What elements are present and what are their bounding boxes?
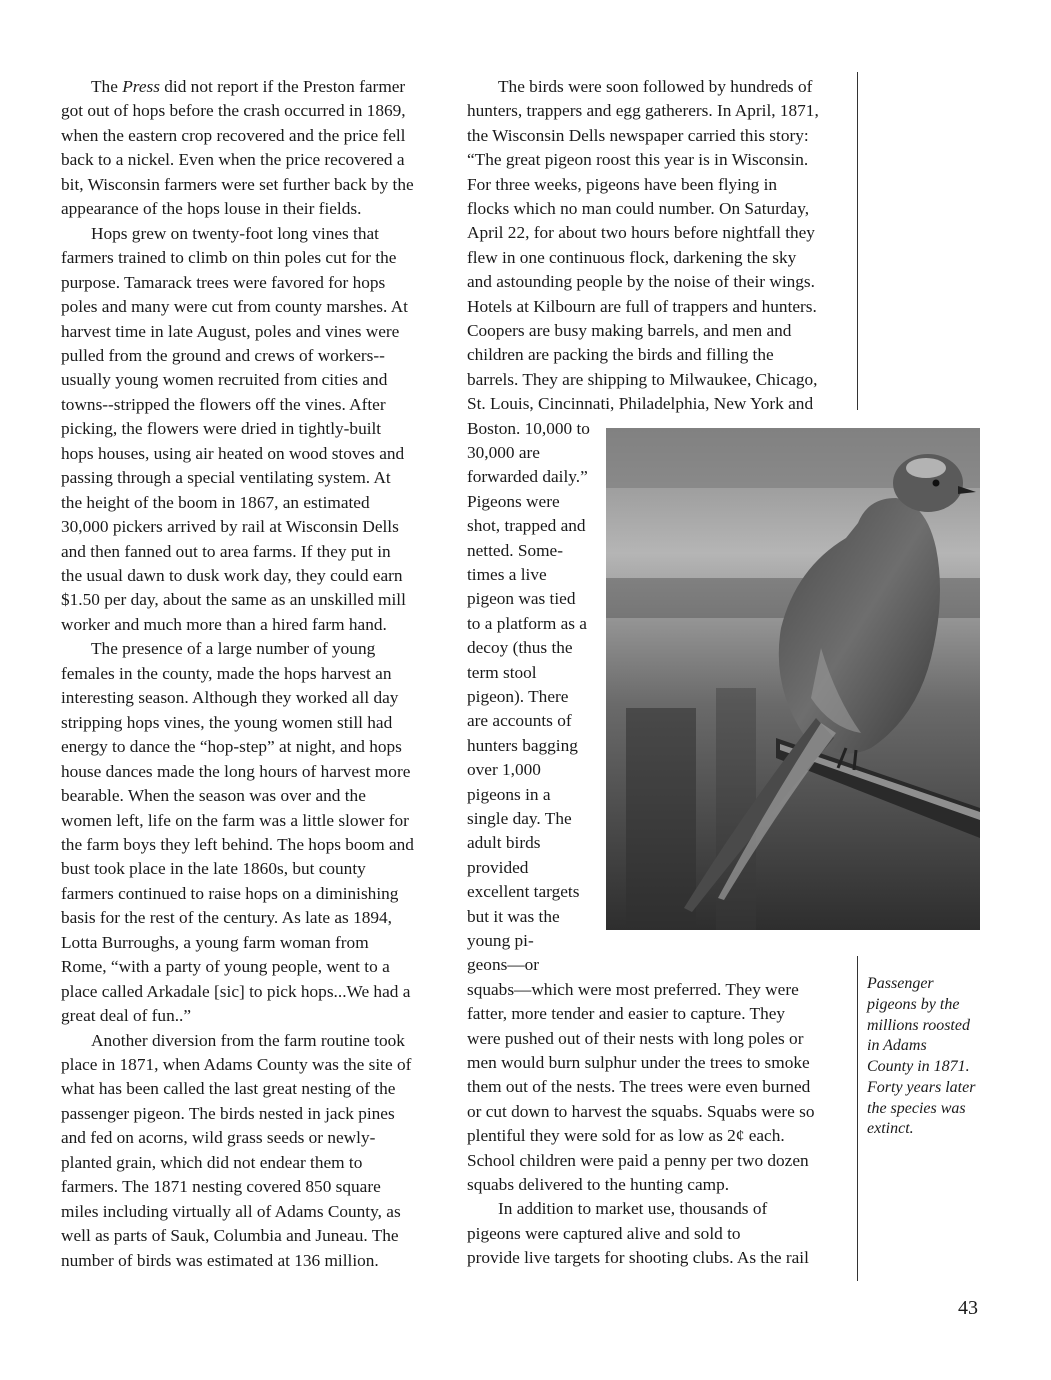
body-text-line: 30,000 pickers arrived by rail at Wisconsin Dells	[61, 517, 399, 537]
body-text-line: miles including virtually all of Adams County, as	[61, 1201, 401, 1221]
body-text-line: well as parts of Sauk, Columbia and Juneau. The	[61, 1226, 399, 1246]
caption-rule	[857, 956, 858, 1281]
body-text-line: bit, Wisconsin farmers were set further back by the	[61, 174, 414, 194]
body-text-line: females in the county, made the hops harvest an	[61, 663, 392, 683]
body-text-line: pigeon was tied	[467, 589, 576, 609]
body-text-line: provided	[467, 857, 529, 877]
body-text-line: Pigeons were	[467, 491, 560, 511]
body-text-line: shot, trapped and	[467, 516, 586, 536]
body-text-line: children are packing the birds and filling the	[467, 345, 774, 365]
caption-line: pigeons by the	[867, 995, 960, 1013]
body-text-line: flew in one continuous flock, darkening the sky	[467, 247, 797, 267]
body-text-line: provide live targets for shooting clubs. As the rail	[467, 1248, 809, 1268]
body-text-line: term stool	[467, 662, 537, 682]
body-text-line: decoy (thus the	[467, 638, 573, 658]
body-text-line: the height of the boom in 1867, an estimated	[61, 492, 370, 512]
body-text-line: them out of the nests. The trees were even burned	[467, 1077, 811, 1097]
body-text-line: Hops grew on twenty-foot long vines that	[91, 223, 379, 243]
body-text-line: April 22, for about two hours before nightfall they	[467, 223, 815, 243]
body-text-line: but it was the	[467, 906, 560, 926]
body-text-line: passenger pigeon. The birds nested in jack pines	[61, 1103, 395, 1123]
body-text-line: appearance of the hops louse in their fields.	[61, 199, 362, 219]
body-text-line: towns--stripped the flowers off the vines. After	[61, 394, 386, 414]
body-text-line: $1.50 per day, about the same as an unskilled mill	[61, 590, 406, 610]
body-text-line: Hotels at Kilbourn are full of trappers and hunters.	[467, 296, 817, 316]
body-text-line: pulled from the ground and crews of workers--	[61, 345, 385, 365]
body-text-line: stripping hops vines, the young women still had	[61, 712, 393, 732]
body-text-line: and astounding people by the noise of their wings.	[467, 272, 815, 292]
caption-line: Passenger	[867, 975, 934, 992]
body-text-line: Coopers are busy making barrels, and men and	[467, 321, 792, 340]
body-text-line: energy to dance the “hop-step” at night, and hops	[61, 737, 402, 757]
body-text-line: hunters bagging	[467, 735, 578, 755]
caption-line: Forty years later	[867, 1078, 976, 1096]
body-text-line: interesting season. Although they worked all day	[61, 688, 399, 708]
body-text-line: to a platform as a	[467, 613, 587, 633]
body-text-line: planted grain, which did not endear them to	[61, 1152, 363, 1172]
body-text-line: St. Louis, Cincinnati, Philadelphia, New York and	[467, 394, 814, 414]
caption-line: the species was	[867, 1099, 966, 1117]
body-text-line: 30,000 are	[467, 443, 540, 462]
body-text-line: farmers. The 1871 nesting covered 850 square	[61, 1177, 381, 1197]
body-text-line: the farm boys they left behind. The hops boom and	[61, 834, 414, 854]
body-text-line: or cut down to harvest the squabs. Squabs were so	[467, 1101, 815, 1121]
body-text-line: pigeons were captured alive and sold to	[467, 1223, 741, 1243]
body-text-line: bearable. When the season was over and the	[61, 786, 366, 806]
body-text-line: Another diversion from the farm routine took	[91, 1030, 405, 1050]
body-text-line: and fed on acorns, wild grass seeds or newly-	[61, 1128, 376, 1148]
body-text-line: were pushed out of their nests with long poles or	[467, 1028, 804, 1048]
body-text-line: forwarded daily.”	[467, 467, 588, 487]
body-text-line: over 1,000	[467, 760, 541, 780]
body-text-line: purpose. Tamarack trees were favored for hops	[61, 272, 386, 292]
body-text-line: place in 1871, when Adams County was the site of	[61, 1055, 412, 1074]
body-text-line: are accounts of	[467, 711, 572, 731]
body-text-line: Lotta Burroughs, a young farm woman from	[61, 932, 369, 952]
body-text-line: The birds were soon followed by hundreds of	[498, 77, 813, 96]
body-text-line: farmers trained to climb on thin poles cut for the	[61, 248, 397, 268]
body-text-line: The Press did not report if the Preston farmer	[91, 77, 406, 96]
body-text-line: young pi-	[467, 931, 534, 950]
body-text-line: “The great pigeon roost this year is in Wisconsin.	[467, 150, 809, 170]
body-text-line: worker and much more than a hired farm hand.	[61, 614, 387, 634]
body-text-line: the usual dawn to dusk work day, they could earn	[61, 566, 403, 585]
body-text-line: basis for the rest of the century. As late as 1894,	[61, 908, 392, 928]
body-text-line: passing through a special ventilating system. At	[61, 468, 391, 488]
body-text-line: For three weeks, pigeons have been flying in	[467, 174, 778, 194]
body-text-line: single day. The	[467, 809, 572, 828]
body-text-line: poles and many were cut from county marshes. At	[61, 297, 408, 317]
body-text-line: house dances made the long hours of harvest more	[61, 761, 411, 781]
caption-line: extinct.	[867, 1120, 914, 1138]
body-text-line: men would burn sulphur under the trees to smoke	[467, 1053, 810, 1072]
body-text-line: farmers continued to raise hops on a diminishing	[61, 883, 399, 903]
body-text-line: squabs—which were most preferred. They were	[467, 979, 799, 999]
body-text-line: and then fanned out to area farms. If they put in	[61, 541, 391, 561]
caption-line: County in 1871.	[867, 1058, 970, 1075]
body-text-line: great deal of fun..”	[61, 1006, 192, 1026]
body-text-line: number of birds was estimated at 136 million.	[61, 1250, 379, 1270]
body-text-line: women left, life on the farm was a little slower for	[61, 810, 409, 830]
body-text-line: back to a nickel. Even when the price recovered a	[61, 150, 405, 170]
passenger-pigeon-photo	[606, 428, 980, 930]
body-text-line: In addition to market use, thousands of	[498, 1199, 768, 1219]
body-text-line: bust took place in the late 1860s, but county	[61, 859, 366, 879]
body-text-line: the Wisconsin Dells newspaper carried this story:	[467, 125, 809, 145]
body-text-line: barrels. They are shipping to Milwaukee, Chicago,	[467, 369, 818, 389]
body-text-line: pigeon). There	[467, 687, 569, 706]
body-text-line: hunters, trappers and egg gatherers. In April, 1871,	[467, 101, 819, 121]
body-text-line: squabs delivered to the hunting camp.	[467, 1175, 730, 1194]
body-text-line: netted. Some-	[467, 540, 563, 560]
body-text-line: place called Arkadale [sic] to pick hops...We had a	[61, 981, 411, 1001]
body-text-line: got out of hops before the crash occurred in 1869,	[61, 101, 406, 121]
body-text-line: Boston. 10,000 to	[467, 418, 590, 438]
body-text-line: when the eastern crop recovered and the price fell	[61, 125, 406, 145]
body-text-line: flocks which no man could number. On Saturday,	[467, 199, 810, 218]
body-text-line: Rome, “with a party of young people, went to a	[61, 957, 390, 977]
body-text-line: geons—or	[467, 955, 539, 975]
caption-line: in Adams	[867, 1037, 927, 1055]
body-text-line: times a live	[467, 565, 547, 584]
column-rule-top	[857, 72, 858, 410]
body-text-line: excellent targets	[467, 882, 580, 902]
body-text-line: usually young women recruited from cities and	[61, 370, 388, 390]
body-text-line: adult birds	[467, 833, 541, 853]
page-number: 43	[958, 1297, 978, 1319]
body-text-line: School children were paid a penny per two dozen	[467, 1150, 809, 1170]
caption-line: millions roosted	[867, 1016, 970, 1034]
body-text-line: harvest time in late August, poles and vines were	[61, 321, 400, 341]
body-text-line: plentiful they were sold for as low as 2¢ each.	[467, 1126, 785, 1146]
body-text-line: fatter, more tender and easier to capture. They	[467, 1004, 786, 1024]
body-text-line: The presence of a large number of young	[91, 639, 376, 659]
body-text-line: pigeons in a	[467, 784, 551, 804]
body-text-line: hops houses, using air heated on wood stoves and	[61, 443, 405, 463]
body-text-line: picking, the flowers were dried in tightly-built	[61, 419, 382, 439]
body-text-line: what has been called the last great nesting of the	[61, 1079, 396, 1099]
